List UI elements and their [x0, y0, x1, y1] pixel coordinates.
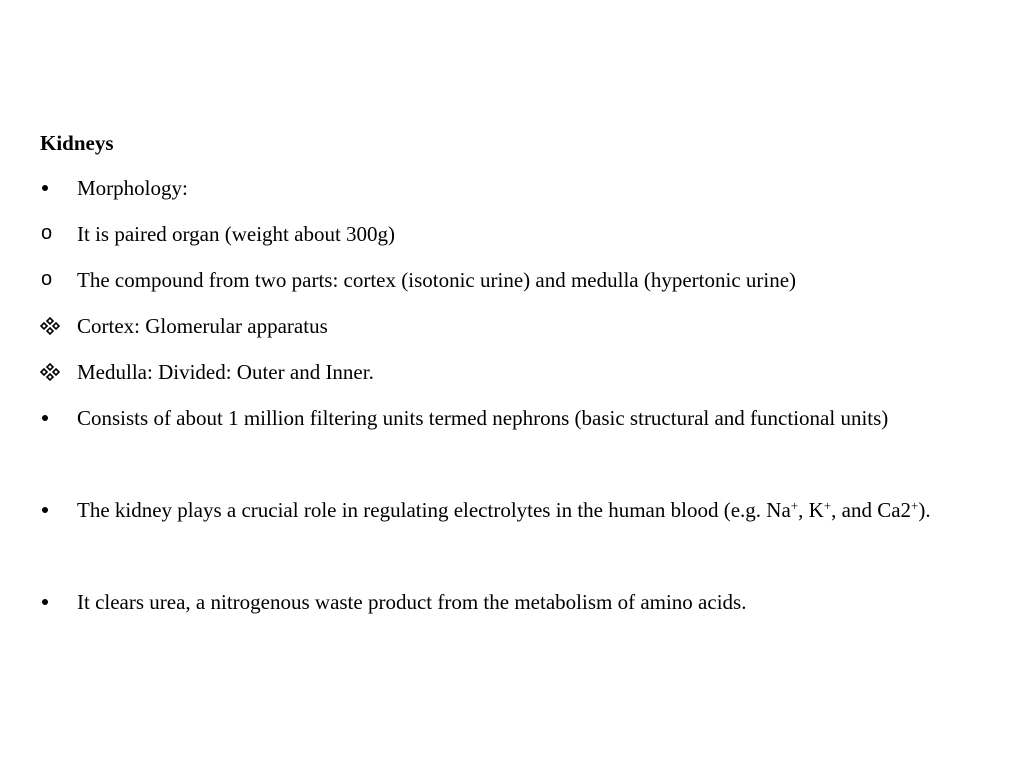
list-item-medulla	[40, 349, 956, 395]
bullet-dot-icon	[40, 395, 70, 441]
bullet-dot-icon	[40, 579, 70, 625]
list-item-text: Medulla: Divided: Outer and Inner.	[77, 360, 374, 384]
list-item-text: The compound from two parts: cortex (isotonic urine) and medulla (hypertonic urine)	[77, 268, 797, 292]
list-item-text: Morphology:	[77, 176, 188, 200]
list-item-text: Cortex: Glomerular apparatus	[77, 314, 328, 338]
list-item-text: It is paired organ (weight about 300g)	[77, 222, 396, 246]
list-item-urea	[40, 579, 956, 625]
bullet-diamond-icon	[40, 349, 70, 395]
text-run: , K	[798, 498, 824, 522]
list-item-text: It clears urea, a nitrogenous waste product from the metabolism of amino acids.	[77, 590, 747, 614]
bullet-circle-icon: o	[41, 268, 53, 290]
bullet-dot-icon	[40, 487, 70, 533]
list-item-text: Consists of about 1 million filtering units termed nephrons (basic structural and functional units)	[77, 406, 889, 430]
list-item-text	[77, 487, 956, 533]
bullet-dot-icon	[40, 165, 70, 211]
list-item-cortex	[40, 303, 956, 349]
text-run: , and Ca2	[831, 498, 912, 522]
list-item-paired-organ	[40, 211, 956, 257]
superscript-plus: +	[911, 498, 919, 513]
bullet-circle-icon: o	[41, 222, 53, 244]
list-item-nephrons	[40, 395, 956, 441]
heading-kidneys: Kidneys	[40, 131, 114, 155]
list-item-compound	[40, 257, 956, 303]
text-run: ).	[918, 498, 931, 522]
superscript-plus: +	[790, 498, 799, 513]
text-run: The kidney plays a crucial role in regulating electrolytes in the human blood (e.g. Na	[77, 498, 791, 522]
list-item-electrolytes	[40, 487, 956, 533]
bullet-diamond-icon	[40, 303, 70, 349]
superscript-plus: +	[823, 498, 832, 513]
list-item-morphology	[40, 165, 956, 211]
